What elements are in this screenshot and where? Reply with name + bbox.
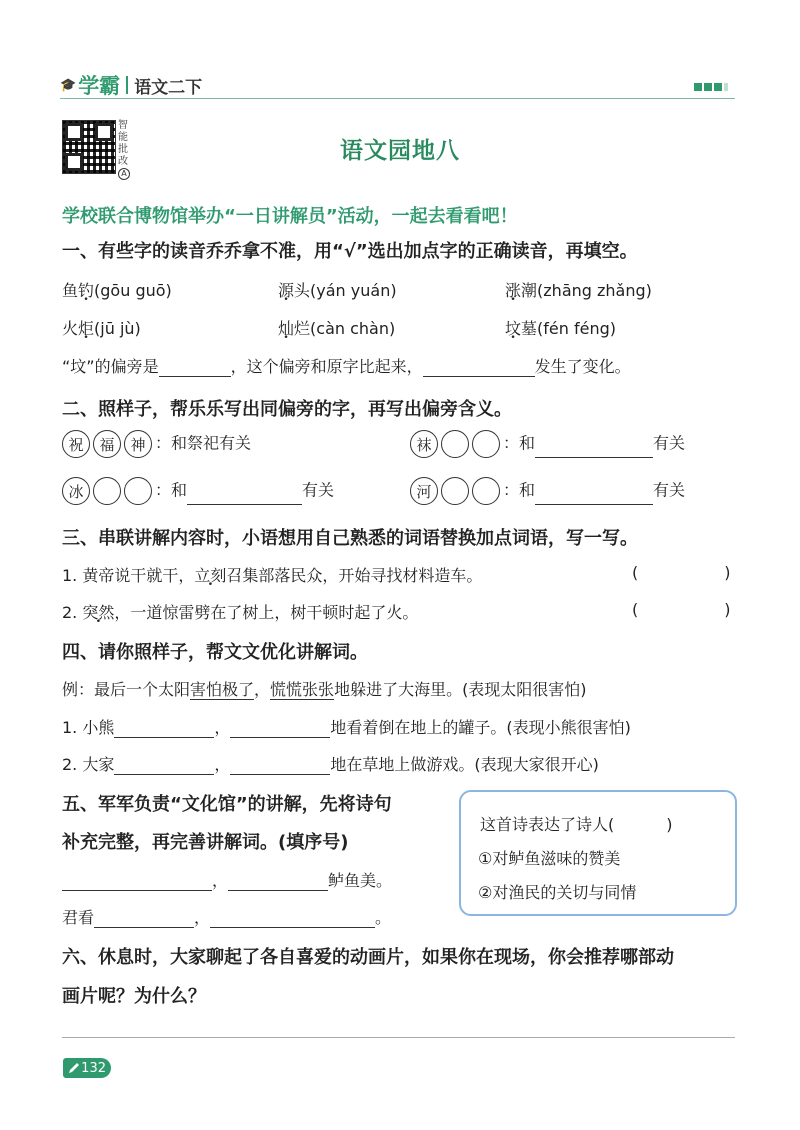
answer-blank[interactable] xyxy=(187,486,302,505)
question-1: 一、有些字的读音乔乔拿不准，用“√”选出加点字的正确读音，再填空。 xyxy=(62,241,638,262)
pinyin-item-3[interactable]: 涨潮(zhāng zhǎng) xyxy=(505,281,652,300)
answer-blank[interactable] xyxy=(210,909,375,928)
answer-circle[interactable] xyxy=(124,477,152,505)
answer-blank[interactable] xyxy=(535,439,653,458)
answer-paren-2[interactable]: ( ) xyxy=(632,600,731,619)
subject-label: 语文二下 xyxy=(134,77,203,98)
radical-row-bing: 冰 ：和 有关 xyxy=(62,477,334,505)
page-title: 语文园地八 xyxy=(340,138,460,164)
pinyin-item-2[interactable]: 源头(yán yuán) xyxy=(278,281,397,300)
answer-blank[interactable] xyxy=(114,756,214,775)
poem-box-question: 这首诗表达了诗人( ) xyxy=(480,815,673,834)
header-squares-decoration xyxy=(694,83,728,91)
poem-option-1[interactable]: ①对鲈鱼滋味的赞美 xyxy=(478,849,621,868)
divider xyxy=(126,76,128,94)
brand-name: 学霸 xyxy=(78,74,121,98)
answer-paren-1[interactable]: ( ) xyxy=(632,563,731,582)
radical-row-wa: 袜 ：和 有关 xyxy=(410,430,685,458)
header-rule xyxy=(60,98,735,99)
answer-circle[interactable] xyxy=(93,477,121,505)
answer-circle[interactable] xyxy=(472,477,500,505)
pinyin-item-1[interactable]: 鱼钓(gōu guō) xyxy=(62,281,172,300)
answer-blank[interactable] xyxy=(62,872,212,891)
answer-circle[interactable] xyxy=(441,430,469,458)
answer-blank[interactable] xyxy=(535,486,653,505)
answer-circle[interactable] xyxy=(441,477,469,505)
qr-label: 智 能 批 改 A xyxy=(118,120,128,178)
optimize-line-2: 2. 大家 ， 地在草地上做游戏。(表现大家很开心) xyxy=(62,755,599,774)
page-number: 132 xyxy=(81,1060,106,1076)
poem-option-2[interactable]: ②对渔民的关切与同情 xyxy=(478,883,637,902)
pencil-icon xyxy=(67,1061,81,1075)
question-5-line-2: 补充完整，再完善讲解词。(填序号) xyxy=(62,832,349,853)
replace-line-1: 1. 黄帝说干就干，立刻召集部落民众，开始寻找材料造车。 xyxy=(62,566,483,585)
pinyin-item-4[interactable]: 火炬(jū jù) xyxy=(62,319,141,338)
radical-example: 祝 福 神 ：和祭祀有关 xyxy=(62,430,251,458)
question-4: 四、请你照样子，帮文文优化讲解词。 xyxy=(62,642,368,663)
pinyin-item-5[interactable]: 灿烂(càn chàn) xyxy=(278,319,396,338)
optimize-line-1: 1. 小熊 ， 地看着倒在地上的罐子。(表现小熊很害怕) xyxy=(62,718,631,737)
graduation-cap-icon: 🎓 xyxy=(60,77,77,93)
answer-blank[interactable] xyxy=(230,756,330,775)
answer-blank[interactable] xyxy=(230,719,330,738)
replace-line-2: 2. 突然，一道惊雷劈在了树上，树干顿时起了火。 xyxy=(62,603,419,622)
brand-logo xyxy=(60,70,202,100)
radical-row-he: 河 ：和 有关 xyxy=(410,477,685,505)
answer-blank[interactable] xyxy=(94,909,194,928)
intro-text: 学校联合博物馆举办“一日讲解员”活动，一起去看看吧！ xyxy=(62,206,518,227)
poem-line-1: ， 鲈鱼美。 xyxy=(62,868,392,891)
answer-circle[interactable] xyxy=(472,430,500,458)
fill-sentence-1: “坟”的偏旁是 ，这个偏旁和原字比起来， 发生了变化。 xyxy=(62,357,631,376)
pinyin-item-6[interactable]: 坟墓(fén féng) xyxy=(505,319,616,338)
answer-blank[interactable] xyxy=(423,358,535,377)
question-2: 二、照样子，帮乐乐写出同偏旁的字，再写出偏旁含义。 xyxy=(62,399,512,420)
question-3: 三、串联讲解内容时，小语想用自己熟悉的词语替换加点词语，写一写。 xyxy=(62,528,638,549)
poem-line-2: 君看 ， 。 xyxy=(62,908,392,927)
answer-blank[interactable] xyxy=(228,872,328,891)
question-5-line-1: 五、军军负责“文化馆”的讲解，先将诗句 xyxy=(62,794,392,815)
answer-line[interactable] xyxy=(62,1037,735,1038)
answer-blank[interactable] xyxy=(159,358,231,377)
answer-blank[interactable] xyxy=(114,719,214,738)
example-sentence: 例：最后一个太阳害怕极了，慌慌张张地躲进了大海里。(表现太阳很害怕) xyxy=(62,680,587,699)
question-6-line-1: 六、休息时，大家聊起了各自喜爱的动画片，如果你在现场，你会推荐哪部动 xyxy=(62,947,674,968)
question-6-line-2: 画片呢？为什么？ xyxy=(62,986,206,1007)
